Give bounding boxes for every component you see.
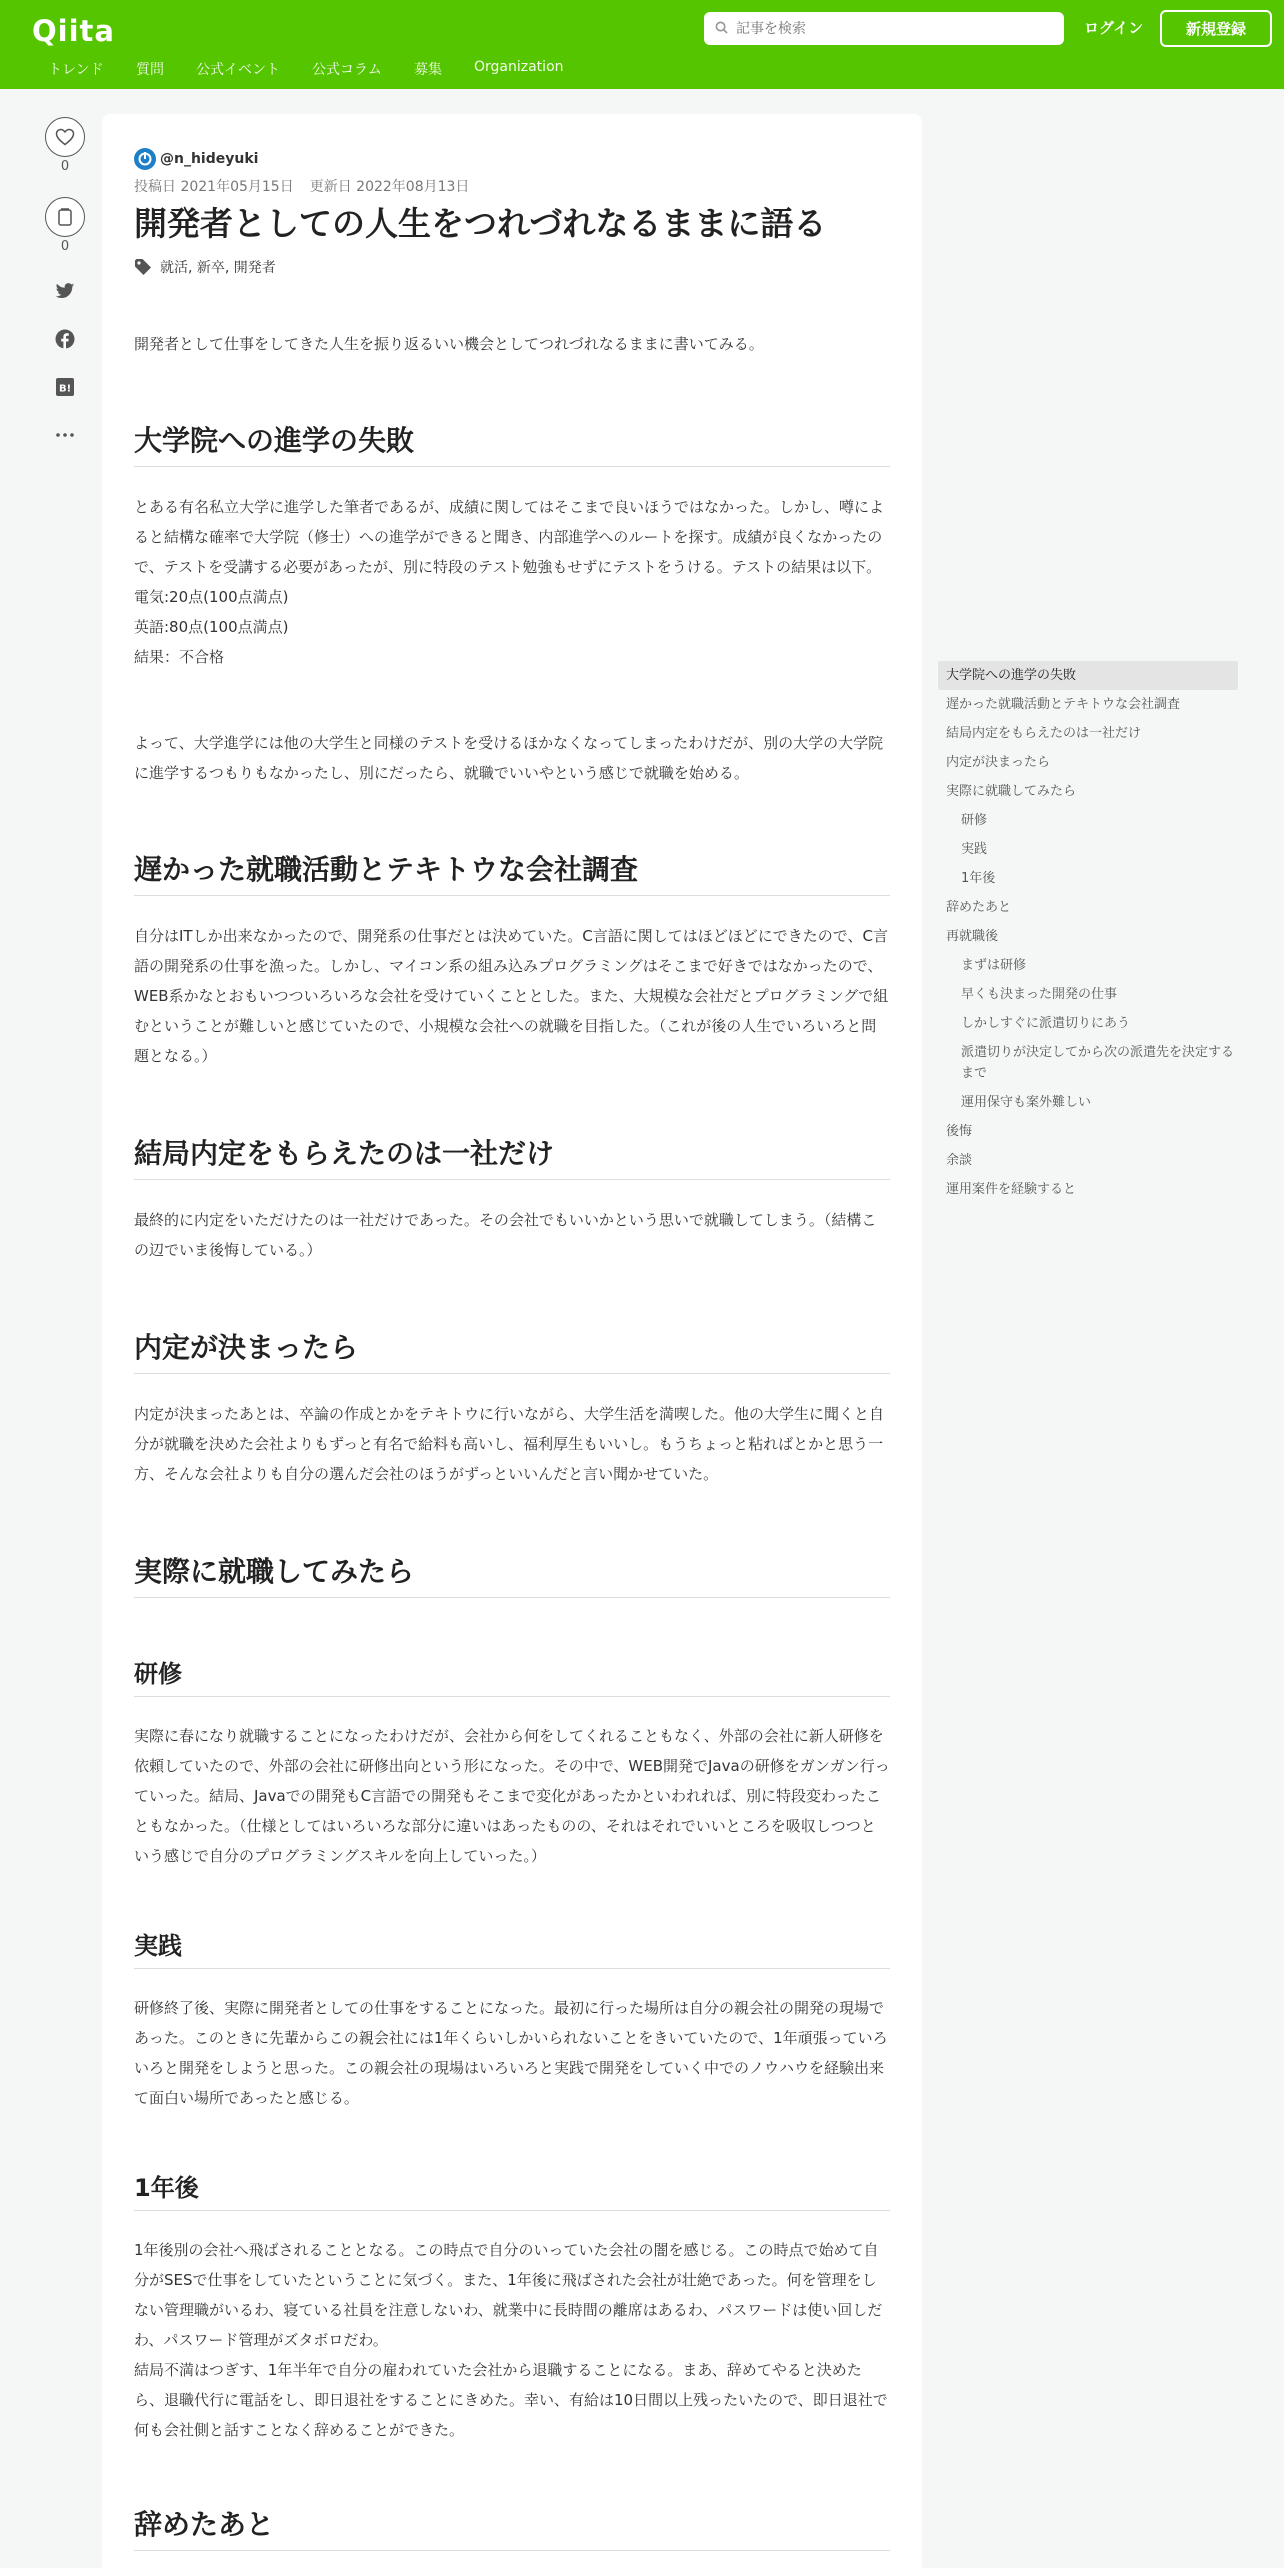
facebook-icon [55, 329, 75, 349]
section-heading: 結局内定をもらえたのは一社だけ [134, 1135, 890, 1180]
stock-icon [57, 207, 73, 227]
search-icon [715, 21, 728, 34]
user-avatar-icon [138, 152, 152, 166]
table-of-contents [938, 661, 1238, 1204]
qiita-logo[interactable]: Qiita [32, 14, 115, 48]
login-link[interactable]: ログイン [1084, 19, 1144, 37]
nav-item-official-columns[interactable]: 公式コラム [312, 62, 382, 78]
section-body [134, 2235, 890, 2445]
paragraph: 結局不満はつぎす、1年半年で自分の雇われていた会社から退職することになる。まあ、辞めてやると決めたら、退職代行に電話をし、即日退社をすることにきめた。幸い、有給は10日間以上残ったいたので、即日退社で何も会社側と話すことなく辞めることができた。 [134, 2361, 888, 2439]
toc-item[interactable]: 実践 [961, 842, 988, 857]
paragraph: よって、大学進学には他の大学生と同様のテストを受けるほかなくなってしまったわけだが、別の大学の大学院に進学するつもりもなかったし、別にだったら、就職でいいやという感じで就職を始める。 [134, 734, 884, 782]
paragraph: 1年後別の会社へ飛ばされることとなる。この時点で自分のいっていた会社の闇を感じる。この時点で始めて自分がSESで仕事をしていたということに気づく。また、1年後に飛ばされた会社が壮絶であった。何を管理をしない管理職がいるわ、寝ている社員を注意しないわ、就業中に長時間の離席はあるわ、パスワードは使い回しだわ、パスワード管理がズタボロだわ。 [134, 2241, 883, 2349]
toc-item[interactable]: 再就職後 [946, 929, 999, 944]
tag-list [134, 257, 276, 277]
toc-item[interactable]: 大学院への進学の失敗 [938, 661, 1238, 690]
paragraph: 内定が決まったあとは、卒論の作成とかをテキトウに行いながら、大学生活を満喫した。他の大学生に聞くと自分が就職を決めた会社よりもずっと有名で給料も高いし、福利厚生もいいし。もうちょっと粘ればとかと思う一方、そんな会社よりも自分の選んだ会社のほうがずっといいんだと言い聞かせていた。 [134, 1405, 885, 1483]
toc-item[interactable]: 辞めたあと [946, 900, 1012, 915]
stock-count: 0 [60, 239, 70, 254]
section-heading: 内定が決まったら [134, 1329, 890, 1374]
facebook-share-button[interactable] [53, 327, 77, 351]
toc-item[interactable]: 早くも決まった開発の仕事 [961, 987, 1118, 1002]
like-count: 0 [60, 159, 70, 174]
intro-paragraph [134, 329, 890, 359]
global-header [0, 0, 1284, 89]
twitter-share-button[interactable] [53, 279, 77, 303]
toc-item[interactable]: 余談 [946, 1153, 973, 1168]
author-info[interactable] [134, 148, 258, 170]
nav-item-official-events[interactable]: 公式イベント [196, 62, 280, 78]
toc-item[interactable]: 後悔 [946, 1124, 973, 1139]
list-line: 英語:80点(100点満点) [134, 618, 289, 636]
paragraph: 最終的に内定をいただけたのは一社だけであった。その会社でもいいかという思いで就職してしまう。（結構この辺でいま後悔している。） [134, 1211, 877, 1259]
svg-text:B!: B! [59, 383, 72, 395]
twitter-icon [55, 283, 75, 300]
nav-item-questions[interactable]: 質問 [136, 62, 164, 78]
section-heading: 遅かった就職活動とテキトウな会社調査 [134, 851, 890, 896]
article-dates [134, 176, 485, 196]
tags-text[interactable]: 就活, 新卒, 開発者 [160, 260, 276, 276]
article-title: 開発者としての人生をつれづれなるままに語る [134, 204, 827, 243]
toc-item[interactable]: しかしすぐに派遣切りにあう [961, 1016, 1131, 1031]
subsection-heading: 1年後 [134, 2172, 890, 2211]
stock-button[interactable] [45, 197, 85, 237]
toc-item[interactable]: 遅かった就職活動とテキトウな会社調査 [946, 697, 1181, 712]
search-input[interactable] [736, 16, 1046, 41]
toc-item[interactable]: 運用保守も案外難しい [961, 1095, 1092, 1110]
toc-item[interactable]: 1年後 [961, 871, 996, 886]
subsection-heading: 実践 [134, 1930, 890, 1969]
section-body [134, 492, 890, 672]
nav-item-recruit[interactable]: 募集 [414, 62, 442, 78]
article [102, 114, 922, 2568]
hatena-share-button[interactable] [53, 375, 77, 399]
hatena-icon [56, 378, 74, 396]
tag-icon [134, 258, 152, 276]
posted-date: 投稿日 2021年05月15日 [134, 179, 294, 195]
list-line: 電気:20点(100点満点) [134, 588, 289, 606]
toc-item[interactable]: 研修 [961, 813, 988, 828]
updated-date: 更新日 2022年08月13日 [309, 179, 470, 195]
nav-item-trend[interactable]: トレンド [48, 62, 104, 78]
section-heading: 実際に就職してみたら [134, 1553, 890, 1598]
author-name[interactable]: @n_hideyuki [160, 151, 259, 167]
avatar[interactable] [134, 148, 156, 170]
heart-icon [55, 128, 75, 146]
paragraph: 自分はITしか出来なかったので、開発系の仕事だとは決めていた。C言語に関してはほどほどにできたので、C言語の開発系の仕事を漁った。しかし、マイコン系の組み込みプログラミングはそこまで好きではなかったので、WEB系かなとおもいつついろいろな会社を受けていくこととした。また、大規模な会社だとプログラミングで組むということが難しいと感じていたので、小規模な会社への就職を目指した。（これが後の人生でいろいろと問題となる。） [134, 927, 889, 1065]
toc-item[interactable]: 実際に就職してみたら [946, 784, 1077, 799]
nav-item-organization[interactable]: Organization [474, 59, 564, 75]
paragraph: 開発者として仕事をしてきた人生を振り返るいい機会としてつれづれなるままに書いてみる。 [134, 335, 764, 353]
more-button[interactable] [53, 423, 77, 447]
paragraph: とある有名私立大学に進学した筆者であるが、成績に関してはそこまで良いほうではなかった。しかし、噂によると結構な確率で大学院（修士）への進学ができると聞き、内部進学へのルートを探す。成績が良くなかったので、テストを受講する必要があったが、別に特段のテスト勉強もせずにテストをうける。テストの結果は以下。 [134, 498, 885, 576]
search-box[interactable] [704, 12, 1064, 45]
section-heading: 辞めたあと [134, 2506, 890, 2551]
toc-item[interactable]: まずは研修 [961, 958, 1027, 973]
toc-item[interactable]: 結局内定をもらえたのは一社だけ [946, 726, 1142, 741]
signup-button[interactable]: 新規登録 [1160, 10, 1272, 47]
more-icon [56, 433, 74, 437]
section-heading: 大学院への進学の失敗 [134, 422, 890, 467]
toc-item[interactable]: 運用案件を経験すると [946, 1182, 1077, 1197]
list-line: 結果：不合格 [134, 648, 225, 666]
toc-item[interactable]: 派遣切りが決定してから次の派遣先を決定するまで [961, 1045, 1235, 1081]
paragraph: 研修終了後、実際に開発者としての仕事をすることになった。最初に行った場所は自分の親会社の開発の現場であった。このときに先輩からこの親会社には1年くらいしかいられないことをきいていたので、1年頑張っていろいろと開発をしようと思った。この親会社の現場はいろいろと実践で開発をしていく中でのノウハウを経験出来て面白い場所であったと感じる。 [134, 1999, 888, 2107]
paragraph: 実際に春になり就職することになったわけだが、会社から何をしてくれることもなく、外部の会社に新人研修を依頼していたので、外部の会社に研修出向という形になった。その中で、WEB開発でJavaの研修をガンガン行っていった。結局、Javaでの開発もC言語での開発もそこまで変化があったかといわれれば、別に特段変わったこともなかった。（仕様としてはいろいろな部分に違いはあったものの、それはそれでいいところを吸収しつつという感じで自分のプログラミングスキルを向上していった。） [134, 1727, 890, 1865]
toc-item[interactable]: 内定が決まったら [946, 755, 1051, 770]
subsection-heading: 研修 [134, 1658, 890, 1697]
like-button[interactable] [45, 117, 85, 157]
